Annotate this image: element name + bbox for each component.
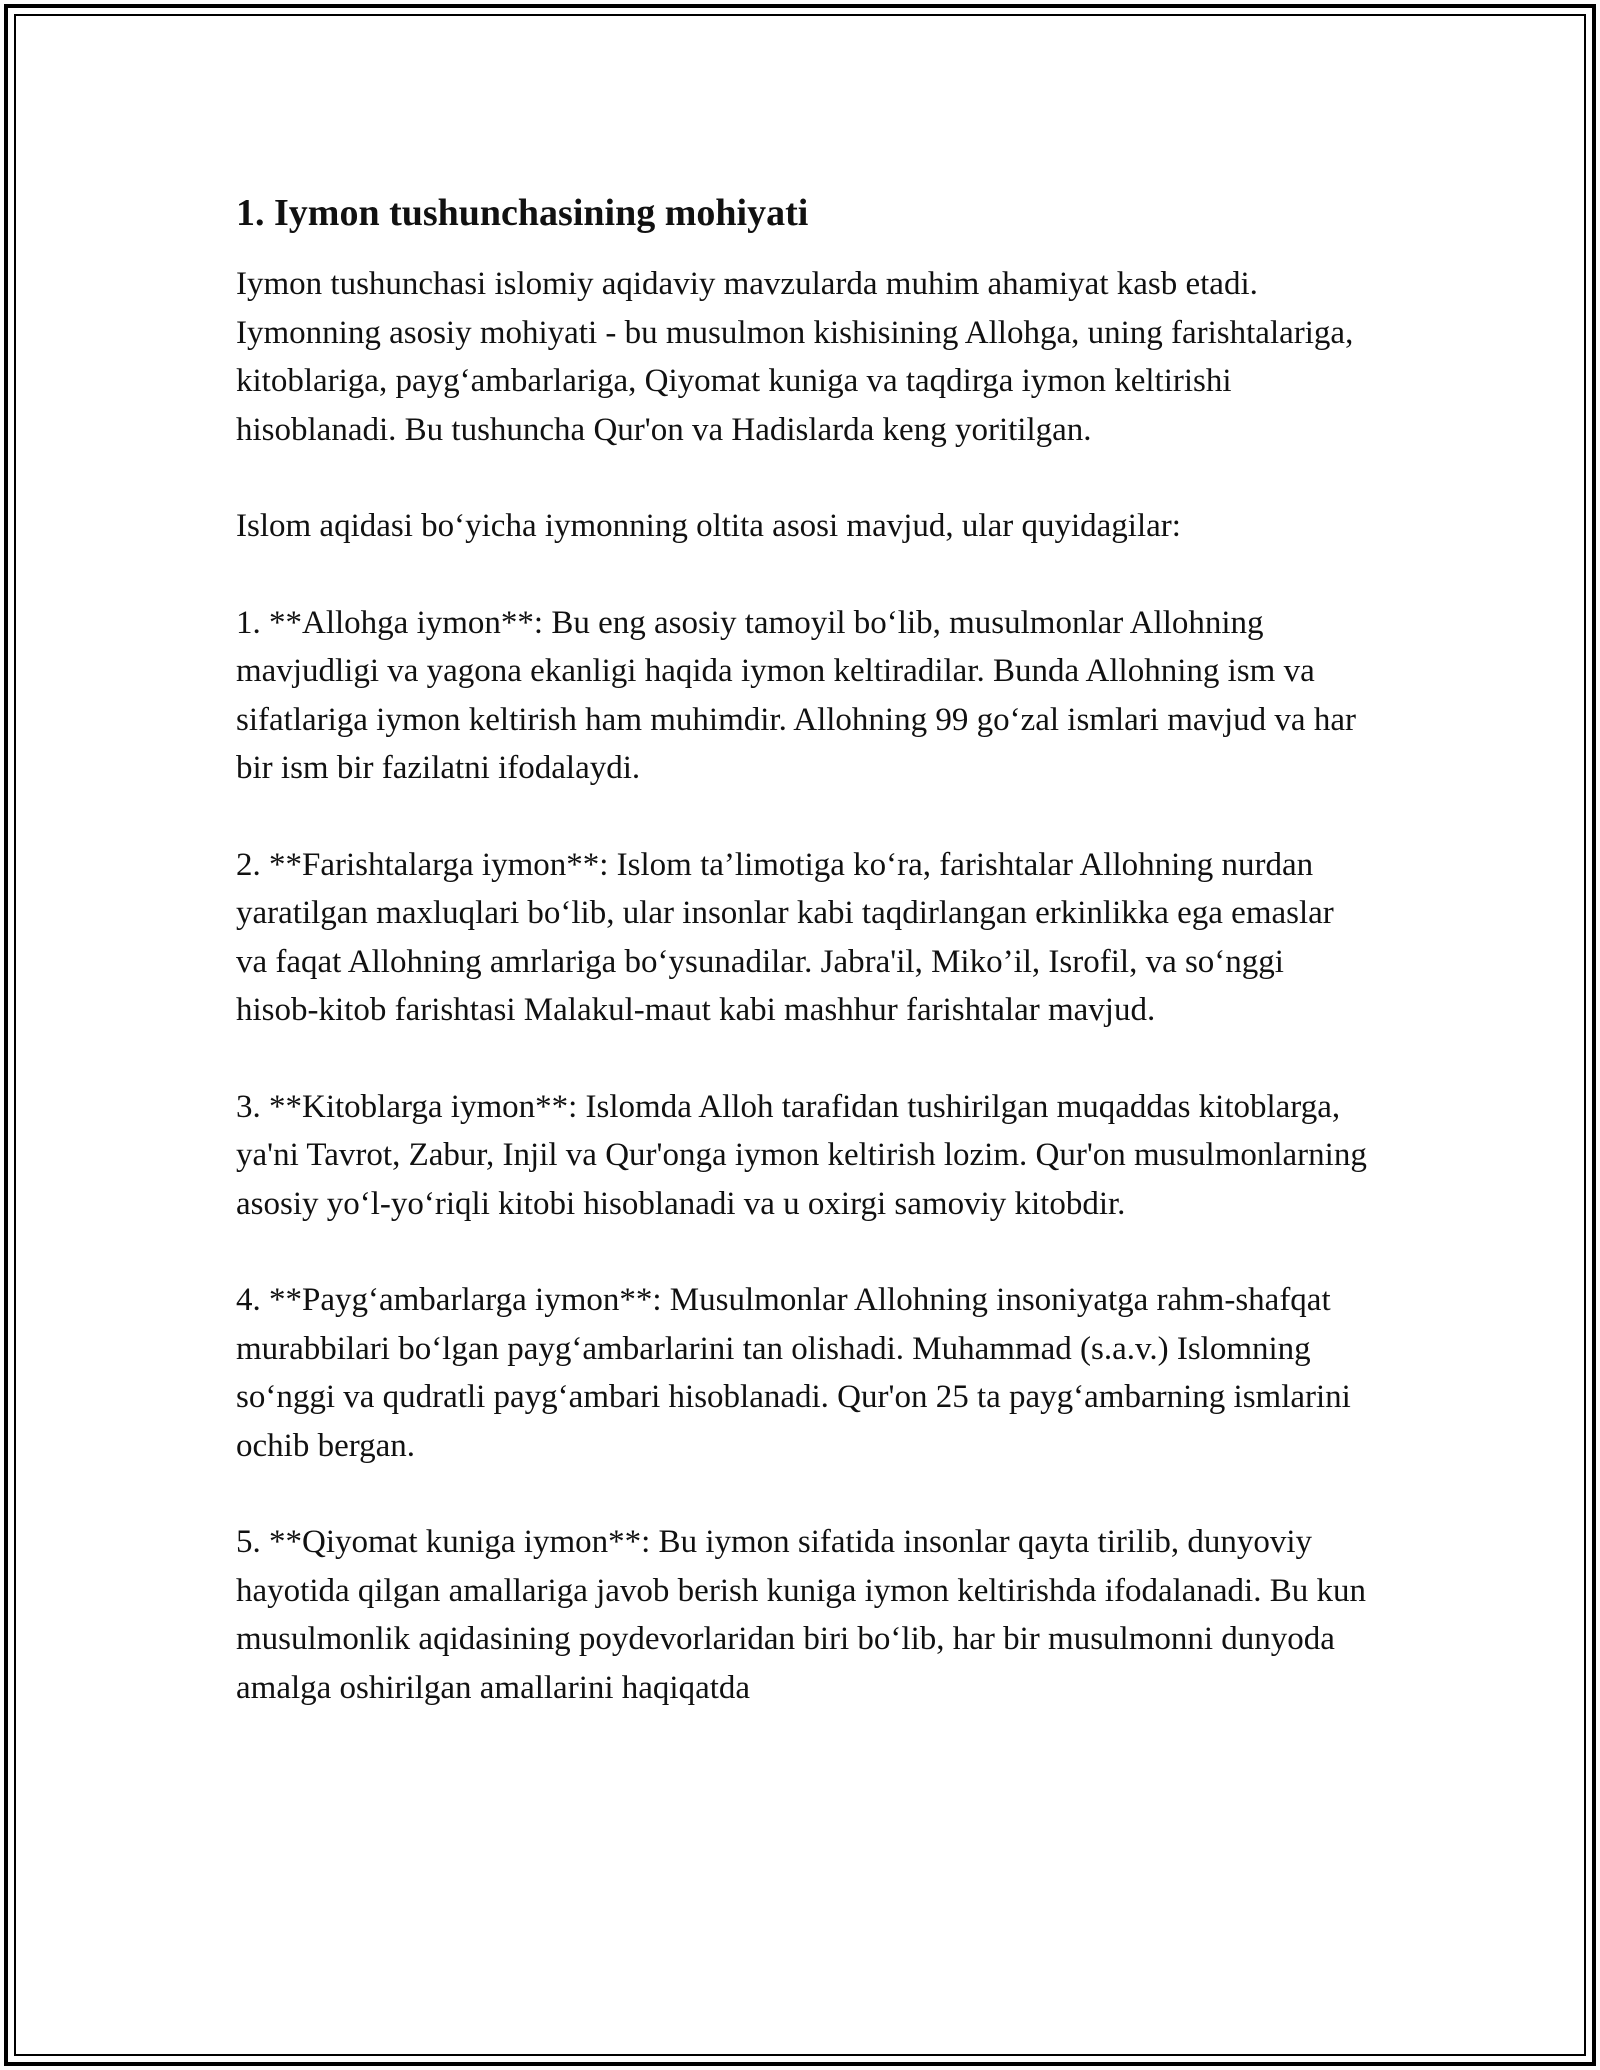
pillar-allah-paragraph: 1. **Allohga iymon**: Bu eng asosiy tamoyil bo‘lib, musulmonlar Allohning mavjudligi va yagona ekanligi haqida iymon keltiradilar. Bunda Allohning ism va sifatlariga iymon keltirish ham muhimdir. Allohning 99 go‘zal ismlari mavjud va har bir ism bir fazilatni ifodalaydi. — [236, 604, 1356, 786]
pillar-angels-paragraph: 2. **Farishtalarga iymon**: Islom ta’limotiga ko‘ra, farishtalar Allohning nurdan yaratilgan maxluqlari bo‘lib, ular insonlar kabi taqdirlangan erkinlikka ega emaslar va faqat Allohning amrlariga bo‘ysunadilar. Jabra'il, Miko’il, Isrofil, va so‘nggi hisob-kitob farishtasi Malakul-maut kabi mashhur farishtalar mavjud. — [236, 846, 1334, 1028]
pillar-books-paragraph: 3. **Kitoblarga iymon**: Islomda Alloh tarafidan tushirilgan muqaddas kitoblarga, ya'ni Tavrot, Zabur, Injil va Qur'onga iymon keltirish lozim. Qur'on musulmonlarning asosiy yo‘l-yo‘riqli kitobi hisoblanadi va u oxirgi samoviy kitobdir. — [236, 1088, 1367, 1222]
document-content — [236, 188, 1371, 1712]
intro-paragraph: Iymon tushunchasi islomiy aqidaviy mavzularda muhim ahamiyat kasb etadi. Iymonning asosiy mohiyati - bu musulmon kishisining Allohga, uning farishtalariga, kitoblariga, payg‘ambarlariga, Qiyomat kuniga va taqdirga iymon keltirishi hisoblanadi. Bu tushuncha Qur'on va Hadislarda keng yoritilgan. — [236, 266, 1354, 448]
pillar-judgment-day-paragraph: 5. **Qiyomat kuniga iymon**: Bu iymon sifatida insonlar qayta tirilib, dunyoviy hayotida qilgan amallariga javob berish kuniga iymon keltirishda ifodalanadi. Bu kun musulmonlik aqidasining poydevorlaridan biri bo‘lib, har bir musulmonni dunyoda amalga oshirilgan amallarini haqiqatda — [236, 1524, 1366, 1706]
pillar-prophets-paragraph: 4. **Payg‘ambarlarga iymon**: Musulmonlar Allohning insoniyatga rahm-shafqat murabbilari bo‘lgan payg‘ambarlarini tan olishadi. Muhammad (s.a.v.) Islomning so‘nggi va qudratli payg‘ambari hisoblanadi. Qur'on 25 ta payg‘ambarning ismlarini ochib bergan. — [236, 1282, 1351, 1464]
pillars-intro-paragraph: Islom aqidasi bo‘yicha iymonning oltita asosi mavjud, ular quyidagilar: — [236, 508, 1181, 544]
section-heading: 1. Iymon tushunchasining mohiyati — [236, 192, 809, 234]
